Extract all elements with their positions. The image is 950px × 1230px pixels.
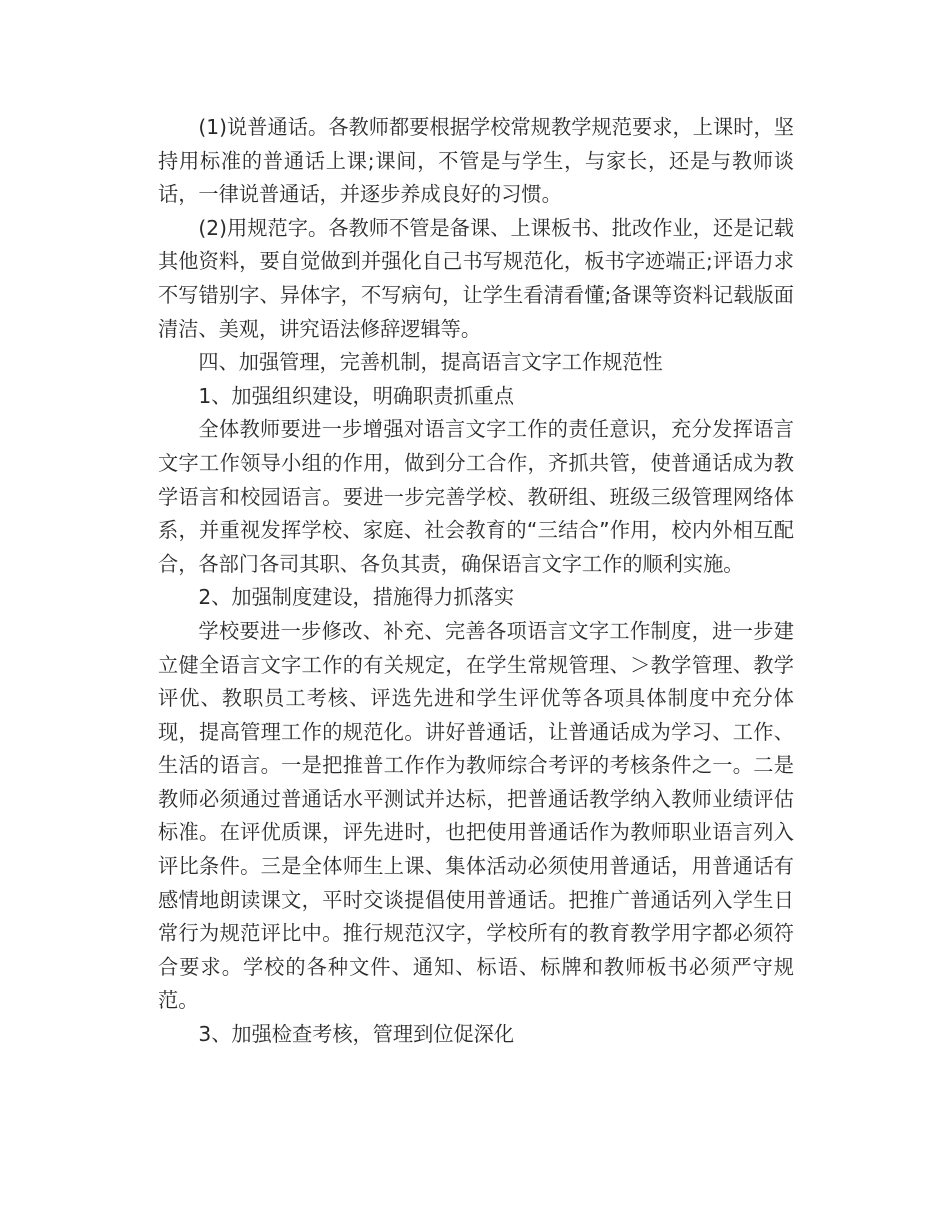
subheading-system: 2、加强制度建设，措施得力抓落实 <box>198 585 515 610</box>
subheading-organization: 1、加强组织建设，明确职责抓重点 <box>198 383 515 408</box>
document-body <box>158 111 794 1052</box>
paragraph-system: 学校要进一步修改、补充、完善各项语言文字工作制度，进一步建立健全语言文字工作的有关规定，在学生常规管理、＞教学管理、教学评优、教职员工考核、评选先进和学生评优等各项具体制度中充分体现，提高管理工作的规范化。讲好普通话，让普通话成为学习、工作、生活的语言。一是把推普工作作为教师综合考评的考核条件之一。二是教师必须通过普通话水平测试并达标，把普通话教学纳入教师业绩评估标准。在评优质课，评先进时，也把使用普通话作为教师职业语言列入评比条件。三是全体师生上课、集体活动必须使用普通话，用普通话有感情地朗读课文，平时交谈提倡使用普通话。把推广普通话列入学生日常行为规范评比中。推行规范汉字，学校所有的教育教学用字都必须符合要求。学校的各种文件、通知、标语、标牌和教师板书必须严守规范。 <box>158 618 794 1013</box>
section-heading-4: 四、加强管理，完善机制，提高语言文字工作规范性 <box>198 350 663 375</box>
paragraph-speak-mandarin: (1)说普通话。各教师都要根据学校常规教学规范要求，上课时，坚持用标准的普通话上课;课间，不管是与学生，与家长，还是与教师谈话，一律说普通话，并逐步养成良好的习惯。 <box>158 115 794 207</box>
paragraph-standard-characters: (2)用规范字。各教师不管是备课、上课板书、批改作业，还是记载其他资料，要自觉做到并强化自己书写规范化，板书字迹端正;评语力求不写错别字、异体字，不写病句，让学生看清看懂;备课等资料记载版面清洁、美观，讲究语法修辞逻辑等。 <box>158 215 794 341</box>
paragraph-organization: 全体教师要进一步增强对语言文字工作的责任意识，充分发挥语言文字工作领导小组的作用，做到分工合作，齐抓共管，使普通话成为教学语言和校园语言。要进一步完善学校、教研组、班级三级管理网络体系，并重视发挥学校、家庭、社会教育的“三结合”作用，校内外相互配合，各部门各司其职、各负其责，确保语言文字工作的顺利实施。 <box>158 417 794 576</box>
subheading-inspection: 3、加强检查考核，管理到位促深化 <box>198 1022 515 1047</box>
